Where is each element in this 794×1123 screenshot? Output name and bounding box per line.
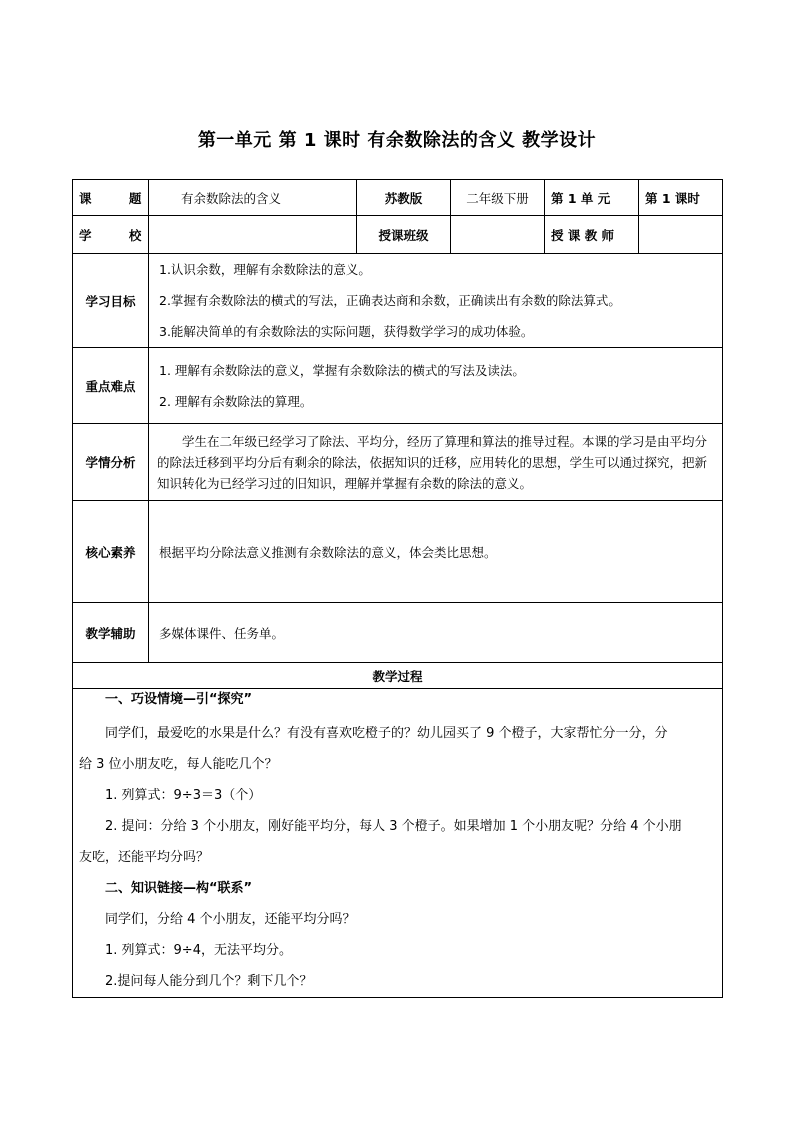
teacher-value xyxy=(639,216,723,254)
grade-cell: 二年级下册 xyxy=(451,180,545,216)
literacy-row xyxy=(73,501,723,603)
key-points-row xyxy=(73,348,723,424)
key-points-content xyxy=(149,348,723,424)
section1-step1: 1. 列算式：9÷3＝3（个） xyxy=(105,788,262,803)
process-row xyxy=(73,689,723,998)
section1-title: 一、巧设情境—引“探究” xyxy=(105,692,253,707)
analysis-content xyxy=(149,424,723,501)
header-row-school xyxy=(73,216,723,254)
key-points-label: 重点难点 xyxy=(73,348,149,424)
header-row-topic xyxy=(73,180,723,216)
section1-intro-continued: 给 3 位小朋友吃，每人能吃几个？ xyxy=(79,757,278,772)
unit-cell: 第 1 单 元 xyxy=(545,180,639,216)
analysis-text: 学生在二年级已经学习了除法、平均分，经历了算理和算法的推导过程。本课的学习是由平均分的除法迁移到平均分后有剩余的除法，依据知识的迁移，应用转化的思想，学生可以通过探究，把新知识转化为已经学习过的旧知识，理解并掌握有余数的除法的意义。 xyxy=(157,433,708,491)
goal-item: 1.认识余数，理解有余数除法的意义。 xyxy=(159,262,371,277)
lesson-plan-table xyxy=(72,179,723,998)
literacy-label: 核心素养 xyxy=(73,501,149,603)
goals-content xyxy=(149,254,723,348)
topic-value: 有余数除法的含义 xyxy=(149,180,357,216)
school-value xyxy=(149,216,357,254)
section1-step2-continued: 友吃，还能平均分吗？ xyxy=(79,850,210,865)
teacher-label: 授 课 教 师 xyxy=(545,216,639,254)
lesson-cell: 第 1 课时 xyxy=(639,180,723,216)
process-header-row xyxy=(73,663,723,689)
aids-label: 教学辅助 xyxy=(73,603,149,663)
process-header: 教学过程 xyxy=(73,663,723,689)
publisher-cell: 苏教版 xyxy=(357,180,451,216)
section2-step1: 1. 列算式：9÷4，无法平均分。 xyxy=(105,943,292,958)
goal-item: 3.能解决简单的有余数除法的实际问题，获得数学学习的成功体验。 xyxy=(159,324,534,339)
section1-step2: 2. 提问：分给 3 个小朋友，刚好能平均分，每人 3 个橙子。如果增加 1 个小朋友呢？分给 4 个小朋 xyxy=(105,819,682,834)
aids-row xyxy=(73,603,723,663)
page-title: 第一单元 第 1 课时 有余数除法的含义 教学设计 xyxy=(197,130,597,151)
aids-text: 多媒体课件、任务单。 xyxy=(149,603,723,663)
school-label: 学 校 xyxy=(73,216,149,254)
key-point-item: 1. 理解有余数除法的意义，掌握有余数除法的横式的写法及读法。 xyxy=(159,362,525,378)
literacy-text: 根据平均分除法意义推测有余数除法的意义，体会类比思想。 xyxy=(149,501,723,603)
section1-intro: 同学们，最爱吃的水果是什么？有没有喜欢吃橙子的？幼儿园买了 9 个橙子，大家帮忙分一分，分 xyxy=(105,726,668,741)
section2-intro: 同学们，分给 4 个小朋友，还能平均分吗？ xyxy=(105,912,356,927)
class-label: 授课班级 xyxy=(357,216,451,254)
analysis-row xyxy=(73,424,723,501)
goal-item: 2.掌握有余数除法的横式的写法，正确表达商和余数，正确读出有余数的除法算式。 xyxy=(159,293,621,308)
process-content xyxy=(73,689,723,998)
class-value xyxy=(451,216,545,254)
goals-label: 学习目标 xyxy=(73,254,149,348)
key-point-item: 2. 理解有余数除法的算理。 xyxy=(159,393,313,409)
topic-label: 课 题 xyxy=(73,180,149,216)
goals-row xyxy=(73,254,723,348)
analysis-label: 学情分析 xyxy=(73,424,149,501)
section2-step2: 2.提问每人能分到几个？剩下几个？ xyxy=(105,974,313,989)
section2-title: 二、知识链接—构“联系” xyxy=(105,881,253,896)
